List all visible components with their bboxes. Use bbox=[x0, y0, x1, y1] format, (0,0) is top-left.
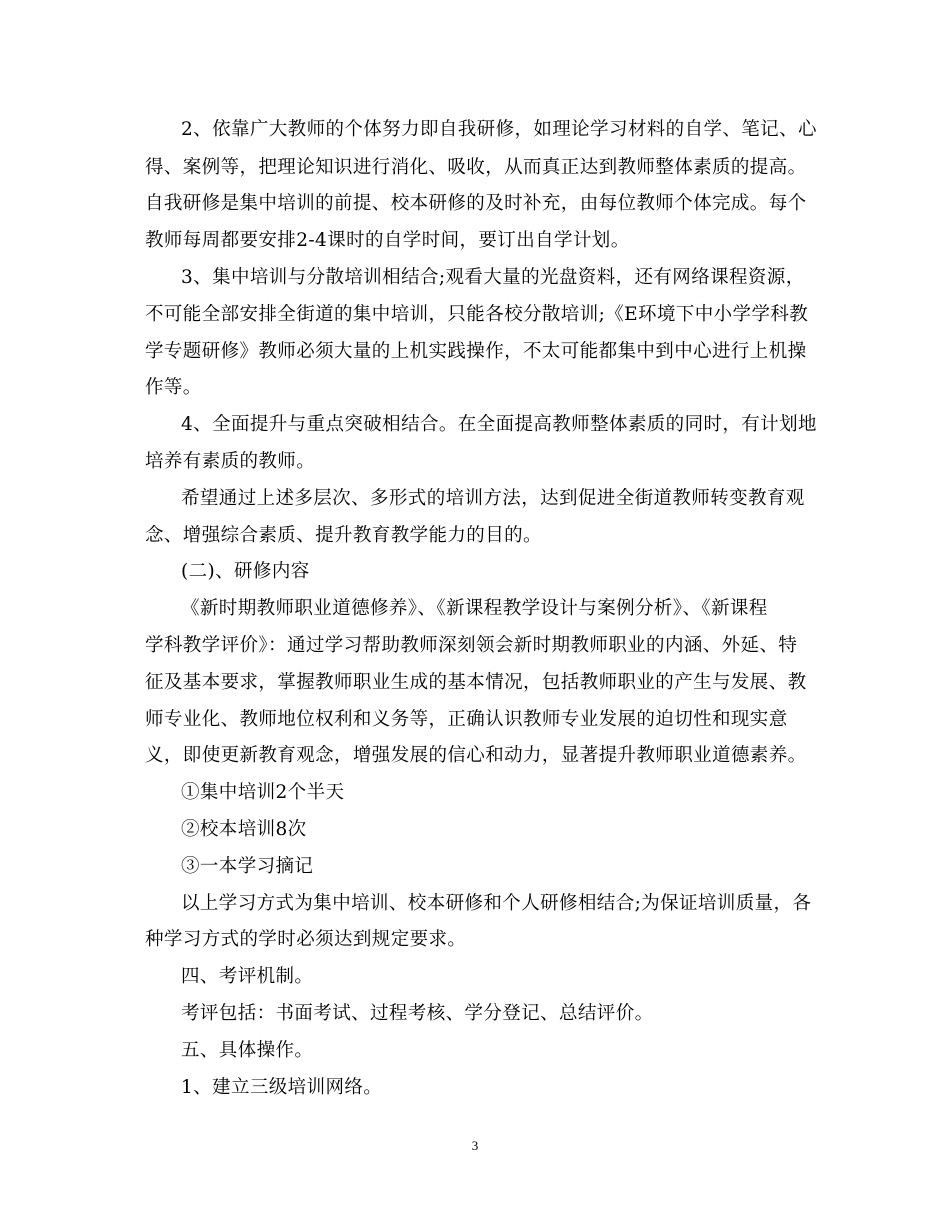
paragraph-line: 师专业化、教师地位权利和义务等，正确认识教师专业发展的迫切性和现实意 bbox=[145, 709, 788, 730]
paragraph-line: 征及基本要求，掌握教师职业生成的基本情况，包括教师职业的产生与发展、教 bbox=[145, 672, 807, 693]
paragraph-line: 念、增强综合素质、提升教育教学能力的目的。 bbox=[145, 525, 542, 546]
paragraph-line: 希望通过上述多层次、多形式的培训方法，达到促进全街道教师转变教育观 bbox=[181, 488, 805, 509]
page-number: 3 bbox=[471, 1138, 479, 1153]
paragraph-line: 学科教学评价》：通过学习帮助教师深刻领会新时期教师职业的内涵、外延、特 bbox=[145, 635, 798, 656]
paragraph-line: 不可能全部安排全街道的集中培训，只能各校分散培训;《E环境下中小学学科教 bbox=[145, 304, 809, 325]
list-item: ②校本培训8次 bbox=[181, 819, 307, 840]
paragraph-line: 义，即使更新教育观念，增强发展的信心和动力，显著提升教师职业道德素养。 bbox=[145, 745, 807, 766]
list-item: ③一本学习摘记 bbox=[181, 856, 314, 877]
paragraph-line: 以上学习方式为集中培训、校本研修和个人研修相结合;为保证培训质量，各 bbox=[181, 893, 812, 914]
paragraph-line: 自我研修是集中培训的前提、校本研修的及时补充，由每位教师个体完成。每个 bbox=[145, 193, 807, 214]
list-item: ①集中培训2个半天 bbox=[181, 782, 345, 803]
section-heading: 五、具体操作。 bbox=[181, 1040, 314, 1061]
paragraph-line: 3、集中培训与分散培训相结合;观看大量的光盘资料，还有网络课程资源， bbox=[181, 267, 805, 288]
paragraph-line: 1、建立三级培训网络。 bbox=[181, 1077, 383, 1098]
paragraph-line: 教师每周都要安排2-4课时的自学时间，要订出自学计划。 bbox=[145, 230, 630, 251]
paragraph-line: 得、案例等，把理论知识进行消化、吸收，从而真正达到教师整体素质的提高。 bbox=[145, 157, 807, 178]
paragraph-line: 《新时期教师职业道德修养》、《新课程教学设计与案例分析》、《新课程 bbox=[181, 598, 768, 619]
paragraph-line: 考评包括：书面考试、过程考核、学分登记、总结评价。 bbox=[181, 1003, 654, 1024]
section-heading: (二)、研修内容 bbox=[181, 561, 310, 582]
paragraph-line: 2、依靠广大教师的个体努力即自我研修，如理论学习材料的自学、笔记、心 bbox=[181, 119, 817, 140]
paragraph-line: 培养有素质的教师。 bbox=[145, 451, 316, 472]
paragraph-line: 4、全面提升与重点突破相结合。在全面提高教师整体素质的同时，有计划地 bbox=[181, 414, 817, 435]
paragraph-line: 学专题研修》教师必须大量的上机实践操作，不太可能都集中到中心进行上机操 bbox=[145, 341, 807, 362]
section-heading: 四、考评机制。 bbox=[181, 966, 314, 987]
paragraph-line: 种学习方式的学时必须达到规定要求。 bbox=[145, 929, 467, 950]
paragraph-line: 作等。 bbox=[145, 377, 202, 398]
